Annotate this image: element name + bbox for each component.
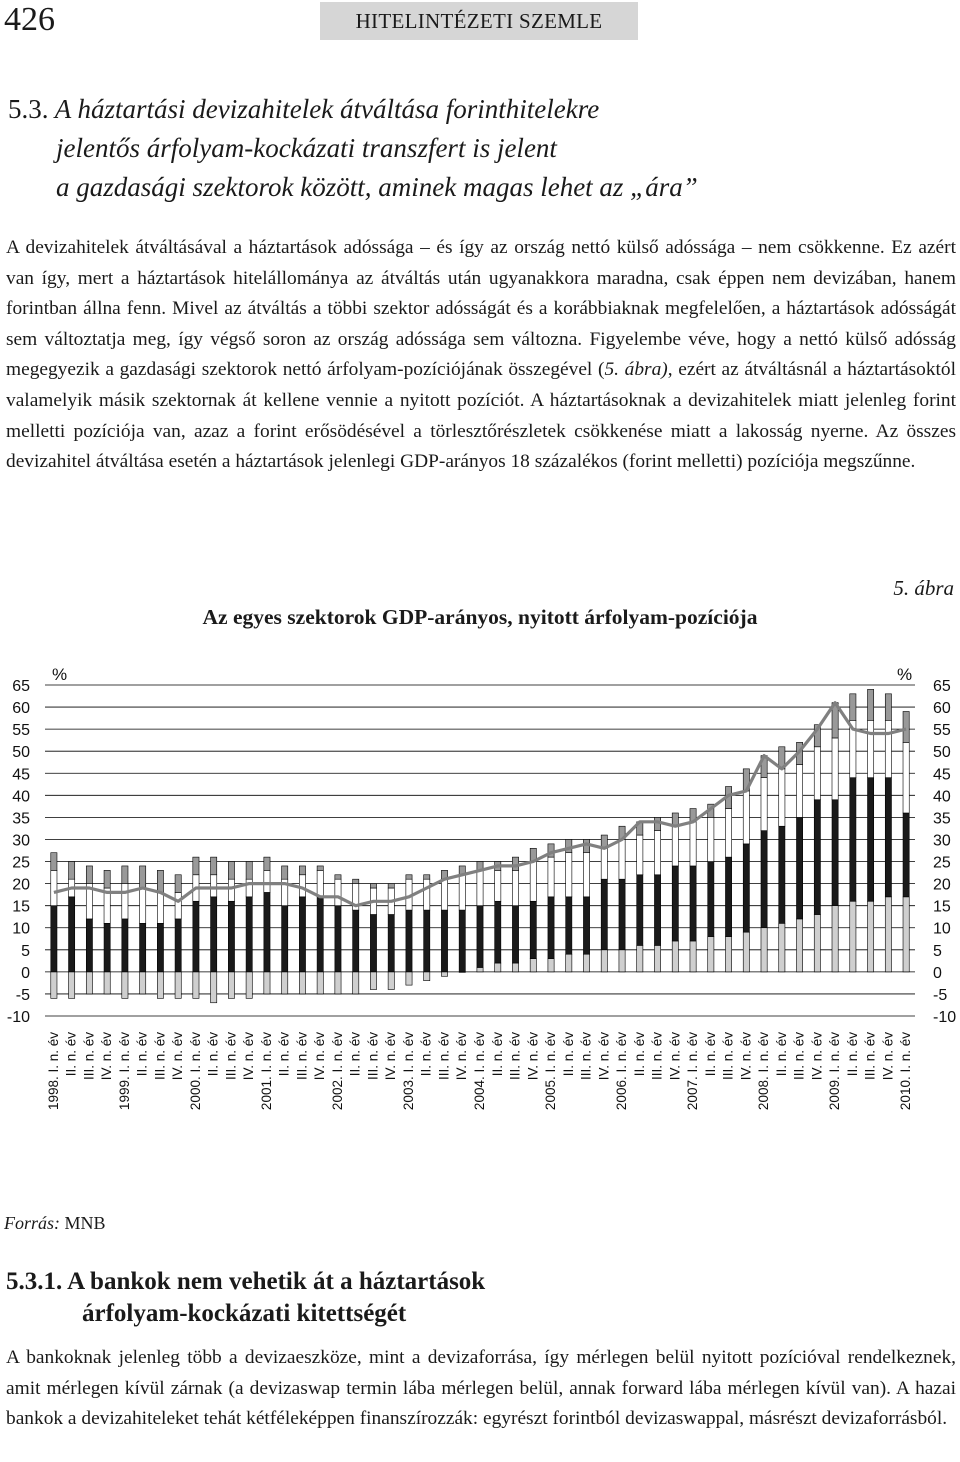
- x-tick-label: III. n. év: [649, 1032, 665, 1081]
- bar-segment-white: [175, 892, 181, 918]
- x-tick-label: 2003. I. n. év: [400, 1032, 416, 1111]
- x-tick-label: 2009. I. n. év: [827, 1032, 843, 1111]
- y-tick-label-left: 45: [12, 766, 30, 784]
- y-tick-label-left: 65: [12, 678, 30, 695]
- bar-segment-gray-light: [725, 937, 731, 972]
- x-tick-label: III. n. év: [507, 1032, 523, 1081]
- x-tick-label: IV. n. év: [170, 1032, 186, 1081]
- figure-reference: 5. ábra): [604, 359, 668, 381]
- bar-segment-white: [495, 870, 501, 901]
- paragraph-text: A devizahitelek átváltásával a háztartások adóssága – és így az ország nettó külső adóssága – nem csökkenne. Ez azért van így, mert a háztartások hitelállománya az átváltás után ugyanakkora maradna, csak éppen nem devizában, hanem forintban állna fenn. Mivel az átváltás a többi szektor adósságát és a korábbiaknak megfelelően, a háztartások adósságát sem változtatja meg, így végső soron az ország adóssága sem változna. Figyelembe véve, hogy a nettó külső adósság megegyezik a gazdasági szektorok nettó árfolyam-pozíciójának összegével (: [6, 237, 956, 381]
- bar-segment-black: [477, 906, 483, 968]
- bar-segment-gray-light: [708, 937, 714, 972]
- bar-segment-black: [104, 923, 110, 972]
- y-tick-label-left: 15: [12, 898, 30, 916]
- y-tick-label-left: -5: [15, 986, 30, 1004]
- y-tick-label-left: 10: [12, 920, 30, 938]
- y-tick-label-left: 55: [12, 722, 30, 740]
- subsection-heading: [6, 1266, 485, 1330]
- bar-segment-white: [512, 870, 518, 905]
- subsection-title-line: A bankok nem vehetik át a háztartások: [67, 1268, 486, 1295]
- y-tick-label-left: 25: [12, 854, 30, 872]
- bar-segment-black: [566, 897, 572, 954]
- bar-segment-gray-light: [140, 972, 146, 994]
- bar-segment-white: [157, 892, 163, 923]
- bar-segment-gray-light: [51, 972, 57, 998]
- x-tick-label: II. n. év: [489, 1032, 505, 1077]
- bar-segment-gray-light: [388, 972, 394, 990]
- bar-segment-black: [708, 862, 714, 937]
- bar-segment-black: [211, 897, 217, 972]
- bar-segment-gray-dark: [654, 817, 660, 830]
- x-tick-label: II. n. év: [63, 1032, 79, 1077]
- bar-segment-gray-light: [495, 963, 501, 972]
- body-paragraph: [6, 233, 956, 478]
- bar-segment-white: [903, 742, 909, 813]
- x-tick-label: 2000. I. n. év: [187, 1032, 203, 1111]
- bar-segment-black: [814, 800, 820, 915]
- bar-segment-gray-light: [583, 954, 589, 972]
- bar-segment-black: [725, 857, 731, 936]
- x-tick-label: II. n. év: [347, 1032, 363, 1077]
- bar-segment-gray-light: [796, 919, 802, 972]
- bar-segment-white: [122, 884, 128, 919]
- bar-segment-gray-dark: [104, 870, 110, 888]
- bar-segment-black: [512, 906, 518, 963]
- bar-segment-white: [530, 862, 536, 902]
- x-tick-label: 1999. I. n. év: [116, 1032, 132, 1111]
- bar-segment-white: [672, 826, 678, 866]
- y-tick-label-right: 5: [933, 942, 942, 960]
- bar-segment-gray-light: [282, 972, 288, 994]
- bar-segment-black: [832, 800, 838, 906]
- bar-segment-white: [725, 809, 731, 858]
- bar-segment-black: [761, 831, 767, 928]
- bar-segment-gray-dark: [246, 862, 252, 880]
- bar-segment-gray-light: [370, 972, 376, 990]
- bar-segment-white: [548, 857, 554, 897]
- bar-segment-black: [885, 778, 891, 897]
- bar-segment-black: [619, 879, 625, 950]
- bar-segment-black: [335, 906, 341, 972]
- y-tick-label-right: 60: [933, 700, 951, 718]
- bar-segment-black: [86, 919, 92, 972]
- bar-segment-gray-light: [832, 906, 838, 972]
- y-tick-label-right: 25: [933, 854, 951, 872]
- x-tick-label: II. n. év: [773, 1032, 789, 1077]
- bar-segment-gray-light: [157, 972, 163, 998]
- bar-segment-black: [637, 875, 643, 946]
- source-label: Forrás:: [4, 1213, 61, 1233]
- y-tick-label-right: 45: [933, 766, 951, 784]
- bar-segment-white: [566, 853, 572, 897]
- x-tick-label: III. n. év: [578, 1032, 594, 1081]
- x-tick-label: IV. n. év: [738, 1032, 754, 1081]
- figure-source: [4, 1213, 106, 1234]
- bar-segment-white: [264, 870, 270, 892]
- bar-segment-gray-dark: [211, 857, 217, 875]
- x-tick-label: 2007. I. n. év: [685, 1032, 701, 1111]
- bar-segment-gray-light: [601, 950, 607, 972]
- y-unit-left: %: [52, 665, 68, 684]
- x-tick-label: III. n. év: [791, 1032, 807, 1081]
- bar-segment-gray-dark: [175, 875, 181, 893]
- bar-segment-gray-light: [211, 972, 217, 1003]
- bar-segment-gray-light: [743, 932, 749, 972]
- bar-segment-black: [495, 901, 501, 963]
- bar-segment-black: [654, 875, 660, 946]
- x-tick-label: II. n. év: [134, 1032, 150, 1077]
- bar-segment-white: [690, 822, 696, 866]
- section-title-line: jelentős árfolyam-kockázati transzfert is jelent: [56, 133, 557, 163]
- bar-segment-black: [424, 910, 430, 972]
- bar-segment-white: [424, 879, 430, 910]
- bar-segment-gray-dark: [69, 862, 75, 880]
- bar-segment-gray-dark: [335, 875, 341, 879]
- x-tick-label: III. n. év: [152, 1032, 168, 1081]
- bar-segment-black: [317, 897, 323, 972]
- bar-segment-black: [779, 826, 785, 923]
- x-tick-label: II. n. év: [276, 1032, 292, 1077]
- subsection-title-line: árfolyam-kockázati kitettségét: [82, 1300, 407, 1327]
- x-tick-label: II. n. év: [418, 1032, 434, 1077]
- bar-segment-black: [441, 910, 447, 972]
- bar-segment-black: [264, 892, 270, 971]
- x-tick-label: II. n. év: [702, 1032, 718, 1077]
- x-tick-label: III. n. év: [294, 1032, 310, 1081]
- bar-segment-black: [548, 897, 554, 959]
- bar-segment-gray-light: [406, 972, 412, 985]
- y-tick-label-left: 20: [12, 876, 30, 894]
- x-tick-label: 2001. I. n. év: [258, 1032, 274, 1111]
- x-tick-label: 2010. I. n. év: [898, 1032, 914, 1111]
- paragraph-text: , ezért az átváltásnál a háztartásoktól valamelyik másik szektornak át kellene vennie a nyitott pozíciót. A háztartásoknak a devizahitelek miatt jelenleg forint melletti pozíciója van, azaz a forint erősödésével a törlesztőrészletek csökkenése miatt a lakosság nyerne. Az összes devizahitel átváltása esetén a háztartások jelenlegi GDP-arányos 18 százalékos (forint melletti) pozíciója megszűnne.: [6, 359, 957, 473]
- bar-segment-gray-dark: [406, 875, 412, 879]
- bar-segment-gray-light: [868, 901, 874, 972]
- bar-segment-gray-dark: [228, 862, 234, 880]
- x-tick-label: III. n. év: [365, 1032, 381, 1081]
- bar-segment-gray-light: [424, 972, 430, 981]
- x-tick-label: III. n. év: [862, 1032, 878, 1081]
- bar-segment-gray-dark: [353, 879, 359, 883]
- bar-segment-gray-light: [619, 950, 625, 972]
- x-tick-label: 2008. I. n. év: [756, 1032, 772, 1111]
- bar-segment-gray-light: [566, 954, 572, 972]
- bar-segment-gray-dark: [299, 866, 305, 875]
- bar-segment-white: [299, 875, 305, 897]
- bar-segment-gray-dark: [193, 857, 199, 875]
- bar-segment-gray-light: [69, 972, 75, 998]
- bar-segment-white: [796, 764, 802, 817]
- x-tick-label: 2005. I. n. év: [543, 1032, 559, 1111]
- bar-segment-gray-light: [637, 945, 643, 971]
- y-tick-label-left: 5: [21, 942, 30, 960]
- body-paragraph: A bankoknak jelenleg több a devizaeszköze, mint a devizaforrása, így mérlegen belül nyitott pozícióval rendelkeznek, amit mérlegen kívül zárnak (a devizaswap termin lába mérlegen belül, annak forward lába mérlegen kívül van). A hazai bankok a devizahiteleket tehát kétféleképpen finanszírozzák: egyrészt forintból devizaswappal, másrészt devizaforrásból.: [6, 1347, 956, 1430]
- bar-segment-gray-dark: [370, 884, 376, 888]
- section-heading: [8, 90, 908, 207]
- bar-segment-black: [903, 813, 909, 897]
- y-tick-label-right: 20: [933, 876, 951, 894]
- bar-segment-gray-light: [690, 941, 696, 972]
- bar-segment-white: [601, 848, 607, 879]
- bar-segment-white: [246, 879, 252, 897]
- bar-segment-black: [406, 910, 412, 972]
- bar-segment-black: [69, 897, 75, 972]
- y-tick-label-right: 55: [933, 722, 951, 740]
- bar-segment-gray-light: [246, 972, 252, 998]
- bar-segment-gray-dark: [86, 866, 92, 884]
- bar-segment-black: [122, 919, 128, 972]
- x-tick-label: IV. n. év: [525, 1032, 541, 1081]
- x-tick-label: III. n. év: [223, 1032, 239, 1081]
- bar-segment-gray-light: [814, 914, 820, 971]
- x-tick-label: IV. n. év: [241, 1032, 257, 1081]
- bar-segment-white: [885, 720, 891, 777]
- y-unit-right: %: [897, 665, 913, 684]
- y-tick-label-right: 0: [933, 964, 942, 982]
- bar-segment-white: [441, 879, 447, 910]
- bar-segment-white: [779, 769, 785, 826]
- y-tick-label-right: 15: [933, 898, 951, 916]
- section-title-line: A háztartási devizahitelek átváltása forinthitelekre: [54, 94, 600, 124]
- bar-segment-gray-light: [903, 897, 909, 972]
- y-tick-label-right: 40: [933, 788, 951, 806]
- bar-segment-gray-dark: [317, 866, 323, 870]
- y-tick-label-left: -10: [6, 1009, 30, 1026]
- bar-segment-black: [459, 910, 465, 972]
- bar-segment-gray-dark: [51, 853, 57, 871]
- bar-segment-black: [690, 866, 696, 941]
- bar-segment-white: [583, 853, 589, 897]
- bar-segment-gray-light: [477, 967, 483, 971]
- x-tick-label: II. n. év: [205, 1032, 221, 1077]
- section-number: 5.3.: [8, 94, 49, 124]
- bar-segment-white: [832, 738, 838, 800]
- bar-segment-white: [637, 835, 643, 875]
- bar-segment-black: [850, 778, 856, 902]
- bar-segment-white: [477, 870, 483, 905]
- bar-segment-white: [743, 791, 749, 844]
- y-tick-label-left: 50: [12, 744, 30, 762]
- bar-segment-black: [583, 897, 589, 954]
- bar-segment-gray-light: [850, 901, 856, 972]
- bar-segment-black: [246, 897, 252, 972]
- x-tick-label: 2006. I. n. év: [614, 1032, 630, 1111]
- bar-segment-gray-light: [761, 928, 767, 972]
- bar-segment-gray-light: [512, 963, 518, 972]
- y-tick-label-right: -5: [933, 986, 948, 1004]
- bar-segment-gray-dark: [264, 857, 270, 870]
- bar-segment-black: [228, 901, 234, 972]
- y-tick-label-right: 50: [933, 744, 951, 762]
- x-tick-label: IV. n. év: [312, 1032, 328, 1081]
- bar-segment-black: [370, 914, 376, 971]
- bar-segment-gray-light: [86, 972, 92, 994]
- x-tick-label: III. n. év: [720, 1032, 736, 1081]
- bar-segment-gray-light: [654, 945, 660, 971]
- position-chart: [0, 650, 960, 1200]
- bar-segment-gray-light: [530, 959, 536, 972]
- bar-segment-white: [868, 720, 874, 777]
- bar-segment-black: [51, 906, 57, 972]
- bar-segment-gray-dark: [868, 689, 874, 720]
- y-tick-label-right: 10: [933, 920, 951, 938]
- bar-segment-gray-dark: [157, 870, 163, 892]
- y-tick-label-left: 60: [12, 700, 30, 718]
- y-tick-label-left: 40: [12, 788, 30, 806]
- bar-segment-gray-dark: [122, 866, 128, 884]
- bar-segment-gray-light: [548, 959, 554, 972]
- bar-segment-black: [868, 778, 874, 902]
- bar-segment-gray-light: [335, 972, 341, 994]
- x-tick-label: IV. n. év: [880, 1032, 896, 1081]
- bar-segment-gray-light: [104, 972, 110, 994]
- bar-segment-black: [140, 923, 146, 972]
- x-tick-label: IV. n. év: [383, 1032, 399, 1081]
- bar-segment-black: [157, 923, 163, 972]
- bar-segment-black: [743, 844, 749, 932]
- x-tick-label: III. n. év: [436, 1032, 452, 1081]
- bar-segment-gray-light: [299, 972, 305, 994]
- section-title-line: a gazdasági szektorok között, aminek magas lehet az „ára”: [56, 172, 698, 202]
- x-tick-label: 2002. I. n. év: [329, 1032, 345, 1111]
- bar-segment-gray-dark: [140, 866, 146, 888]
- bar-segment-gray-light: [122, 972, 128, 998]
- bar-segment-white: [335, 879, 341, 905]
- bar-segment-gray-dark: [885, 694, 891, 720]
- y-tick-label-right: 65: [933, 678, 951, 695]
- bar-segment-gray-light: [228, 972, 234, 998]
- x-tick-label: 1998. I. n. év: [45, 1032, 61, 1111]
- bar-segment-black: [601, 879, 607, 950]
- x-tick-label: IV. n. év: [99, 1032, 115, 1081]
- y-tick-label-right: 30: [933, 832, 951, 850]
- bar-segment-black: [796, 817, 802, 919]
- bar-segment-white: [211, 875, 217, 897]
- bar-segment-black: [672, 866, 678, 941]
- bar-segment-white: [708, 817, 714, 861]
- bar-segment-gray-light: [353, 972, 359, 994]
- bar-segment-black: [299, 897, 305, 972]
- figure-label: 5. ábra: [893, 576, 954, 600]
- x-tick-label: IV. n. év: [809, 1032, 825, 1081]
- journal-title-box: HITELINTÉZETI SZEMLE: [320, 2, 638, 40]
- y-tick-label-left: 0: [21, 964, 30, 982]
- bar-segment-gray-light: [441, 972, 447, 976]
- bar-segment-white: [317, 870, 323, 896]
- x-tick-label: IV. n. év: [454, 1032, 470, 1081]
- bar-segment-white: [51, 870, 57, 905]
- y-tick-label-right: -10: [933, 1009, 957, 1026]
- x-tick-label: II. n. év: [844, 1032, 860, 1077]
- y-tick-label-left: 35: [12, 810, 30, 828]
- bar-segment-gray-light: [193, 972, 199, 998]
- x-tick-label: IV. n. év: [596, 1032, 612, 1081]
- bar-segment-gray-light: [885, 897, 891, 972]
- bar-segment-black: [175, 919, 181, 972]
- bar-segment-white: [814, 747, 820, 800]
- x-tick-label: 2004. I. n. év: [472, 1032, 487, 1111]
- bar-segment-black: [193, 901, 199, 972]
- x-tick-label: III. n. év: [81, 1032, 97, 1081]
- bar-segment-gray-light: [317, 972, 323, 994]
- y-tick-label-left: 30: [12, 832, 30, 850]
- bar-segment-gray-dark: [388, 884, 394, 888]
- bar-segment-gray-dark: [424, 875, 430, 879]
- figure-title: Az egyes szektorok GDP-arányos, nyitott árfolyam-pozíciója: [202, 605, 758, 629]
- bar-segment-gray-light: [175, 972, 181, 998]
- x-tick-label: II. n. év: [631, 1032, 647, 1077]
- subsection-number: 5.3.1.: [6, 1268, 63, 1295]
- bar-segment-gray-dark: [282, 866, 288, 879]
- bar-segment-white: [228, 879, 234, 901]
- bar-segment-black: [530, 901, 536, 958]
- bar-segment-white: [761, 778, 767, 831]
- x-tick-label: II. n. év: [560, 1032, 576, 1077]
- bar-segment-gray-dark: [850, 694, 856, 720]
- bar-segment-white: [140, 888, 146, 923]
- bar-segment-black: [353, 910, 359, 972]
- bar-segment-white: [654, 831, 660, 875]
- x-tick-label: IV. n. év: [667, 1032, 683, 1081]
- source-value: MNB: [64, 1213, 106, 1233]
- bar-segment-black: [388, 914, 394, 971]
- bar-segment-gray-light: [672, 941, 678, 972]
- bar-segment-gray-light: [779, 923, 785, 972]
- bar-segment-white: [619, 839, 625, 879]
- page-number: 426: [4, 1, 55, 38]
- bar-segment-gray-dark: [566, 839, 572, 852]
- y-tick-label-right: 35: [933, 810, 951, 828]
- bar-segment-black: [282, 906, 288, 972]
- bar-segment-white: [459, 875, 465, 910]
- bar-segment-gray-light: [264, 972, 270, 994]
- bar-segment-gray-dark: [903, 711, 909, 742]
